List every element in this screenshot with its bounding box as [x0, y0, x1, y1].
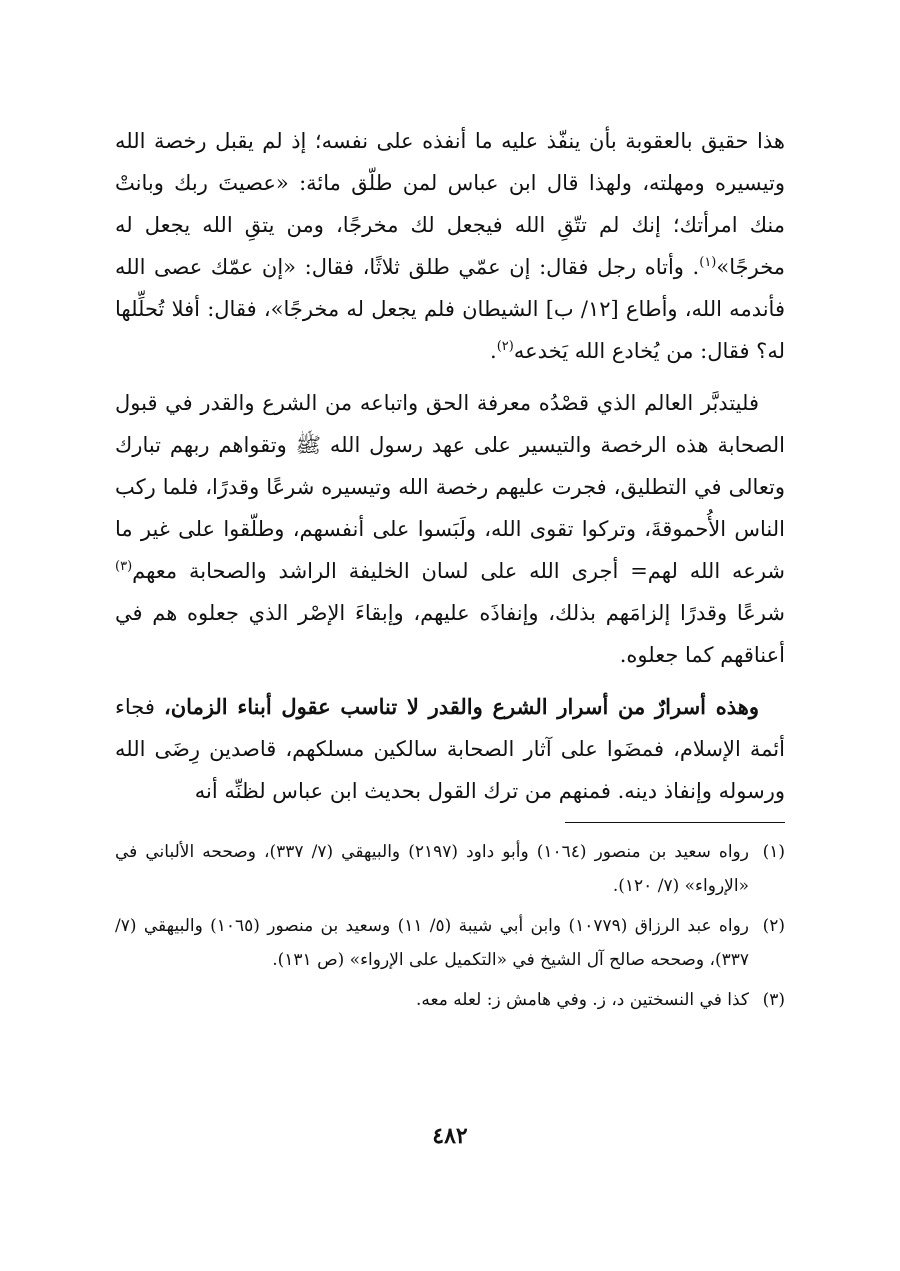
footnote-2: [115, 909, 785, 977]
footnote-1: [115, 835, 785, 903]
footnote-3-text: كذا في النسختين د، ز. وفي هامش ز: لعله معه.: [415, 990, 749, 1010]
paragraph-1-text: هذا حقيق بالعقوبة بأن ينفّذ عليه ما أنفذه على نفسه؛ إذ لم يقبل رخصة الله وتيسيره ومهلته، ولهذا قال ابن عباس لمن طلّق مائة: «عصيتَ ربك وبانتْ منك امرأتك؛ إنك لم تتّقِ الله فيجعل لك مخرجًا، ومن يتقِ الله يجعل له مخرجًا»: [115, 129, 785, 279]
footnotes: [115, 835, 785, 1017]
footnote-2-text: رواه عبد الرزاق (١٠٧٧٩) وابن أبي شيبة (٥/ ١١) وسعيد بن منصور (١٠٦٥) والبيهقي (٧/ ٣٣٧)، وصححه صالح آل الشيخ في «التكميل على الإرواء» (ص ١٣١).: [115, 916, 749, 970]
paragraph-2: [115, 382, 785, 676]
page-number: ٤٨٢: [432, 1123, 468, 1149]
main-text: [115, 120, 785, 812]
paragraph-2-text-cont: شرعًا وقدرًا إلزامَهم بذلك، وإنفاذَه عليهم، وإبقاءَ الإصْر الذي جعلوه هم في أعناقهم كما جعلوه.: [115, 601, 785, 667]
footnote-ref-3[interactable]: (٣): [115, 559, 133, 574]
footnote-3-number: (٣): [762, 990, 785, 1010]
paragraph-1-text-cont: . وأتاه رجل فقال: إن عمّي طلق ثلاثًا، فقال: «إن عمّك عصى الله فأندمه الله، وأطاع [١٢/ ب] الشيطان فلم يجعل له مخرجًا»، فقال: أفلا تُحلِّلها له؟ فقال: من يُخادع الله يَخدعه: [115, 255, 785, 363]
paragraph-3-text: فجاء أئمة الإسلام، فمضَوا على آثار الصحابة سالكين مسلكهم، قاصدين رِضَى الله ورسوله وإنفاذ دينه. فمنهم من ترك القول بحديث ابن عباس لظنِّه أنه: [115, 695, 785, 803]
footnote-ref-2[interactable]: (٢): [496, 339, 514, 354]
footnote-3: [115, 983, 785, 1017]
paragraph-1: [115, 120, 785, 372]
document-page: [115, 120, 785, 1220]
footnote-ref-1[interactable]: (١): [699, 255, 717, 270]
footnote-2-number: (٢): [762, 916, 785, 936]
paragraph-3-lead: وهذه أسرارٌ من أسرار الشرع والقدر لا تناسب عقول أبناء الزمان،: [163, 694, 759, 719]
footnote-1-text: رواه سعيد بن منصور (١٠٦٤) وأبو داود (٢١٩٧) والبيهقي (٧/ ٣٣٧)، وصححه الألباني في «الإرواء» (٧/ ١٢٠).: [115, 842, 749, 896]
footnote-1-number: (١): [762, 842, 785, 862]
footnote-separator: [565, 822, 785, 823]
paragraph-3: [115, 686, 785, 812]
paragraph-1-text-end: .: [490, 339, 497, 363]
paragraph-2-text: فليتدبَّر العالم الذي قصْدُه معرفة الحق واتباعه من الشرع والقدر في قبول الصحابة هذه الرخصة والتيسير على عهد رسول الله ﷺ وتقواهم ربهم تبارك وتعالى في التطليق، فجرت عليهم رخصة الله وتيسيره شرعًا وقدرًا، فلما ركب الناس الأُحموقةَ، وتركوا تقوى الله، ولَبَسوا على أنفسهم، وطلّقوا على غير ما شرعه الله لهم= أجرى الله على لسان الخليفة الراشد والصحابة معهم: [115, 391, 785, 583]
